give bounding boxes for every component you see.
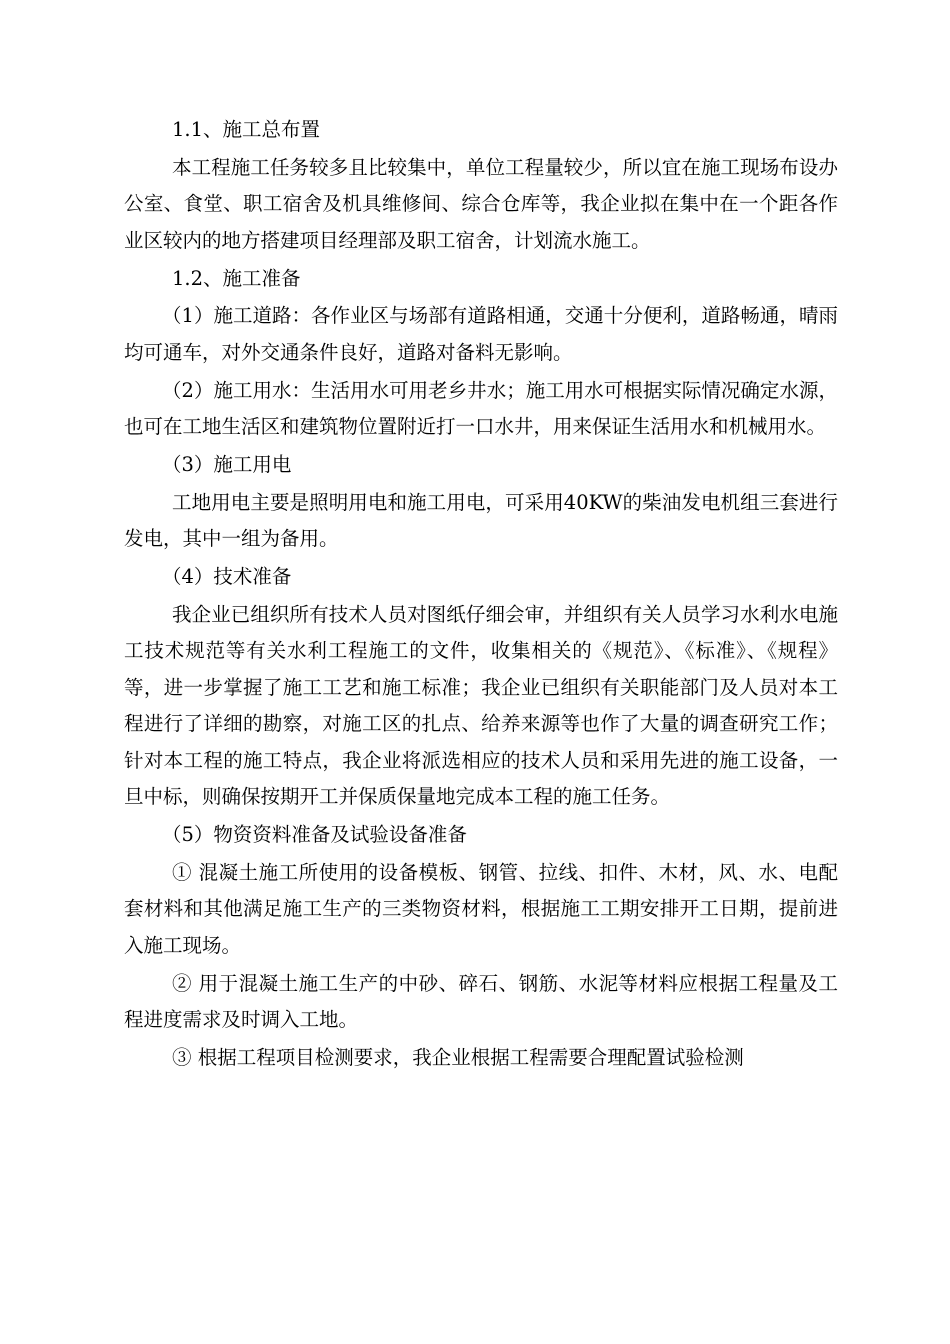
paragraph-technical-details: 我企业已组织所有技术人员对图纸仔细会审，并组织有关人员学习水利水电施工技术规范等有关水利工程施工的文件，收集相关的《规范》、《标准》、《规程》等，进一步掌握了施工工艺和施工标准；我企业已组织有关职能部门及人员对本工程进行了详细的勘察，对施工区的扎点、给养来源等也作了大量的调查研究工作；针对本工程的施工特点，我企业将派选相应的技术人员和采用先进的施工设备，一旦中标，则确保按期开工并保质保量地完成本工程的施工任务。 [124, 602, 838, 809]
document-page [124, 112, 838, 1078]
paragraph-power-details: 工地用电主要是照明用电和施工用电，可采用40KW的柴油发电机组三套进行发电，其中一组为备用。 [124, 490, 838, 551]
paragraph-construction-roads: （1）施工道路：各作业区与场部有道路相通，交通十分便利，道路畅通，晴雨均可通车，对外交通条件良好，道路对备料无影响。 [124, 304, 838, 364]
section-heading-1-1: 1.1、施工总布置 [172, 118, 321, 141]
paragraph-general-layout: 本工程施工任务较多且比较集中，单位工程量较少，所以宜在施工现场布设办公室、食堂、职工宿舍及机具维修间、综合仓库等，我企业拟在集中在一个距各作业区较内的地方搭建项目经理部及职工宿舍，计划流水施工。 [124, 155, 838, 252]
subheading-construction-power: （3）施工用电 [162, 452, 292, 476]
subheading-technical-preparation: （4）技术准备 [162, 565, 292, 589]
list-item-1: ① 混凝土施工所使用的设备模板、钢管、拉线、扣件、木材，风、水、电配套材料和其他满足施工生产的三类物资材料，根据施工工期安排开工日期，提前进入施工现场。 [124, 860, 838, 957]
list-item-2: ② 用于混凝土施工生产的中砂、碎石、钢筋、水泥等材料应根据工程量及工程进度需求及时调入工地。 [124, 971, 838, 1032]
section-heading-1-2: 1.2、施工准备 [172, 266, 301, 290]
list-item-3: ③ 根据工程项目检测要求，我企业根据工程需要合理配置试验检测 [172, 1046, 744, 1070]
paragraph-construction-water: （2）施工用水：生活用水可用老乡井水；施工用水可根据实际情况确定水源，也可在工地生活区和建筑物位置附近打一口水井，用来保证生活用水和机械用水。 [124, 378, 838, 439]
subheading-materials-preparation: （5）物资资料准备及试验设备准备 [162, 823, 467, 847]
